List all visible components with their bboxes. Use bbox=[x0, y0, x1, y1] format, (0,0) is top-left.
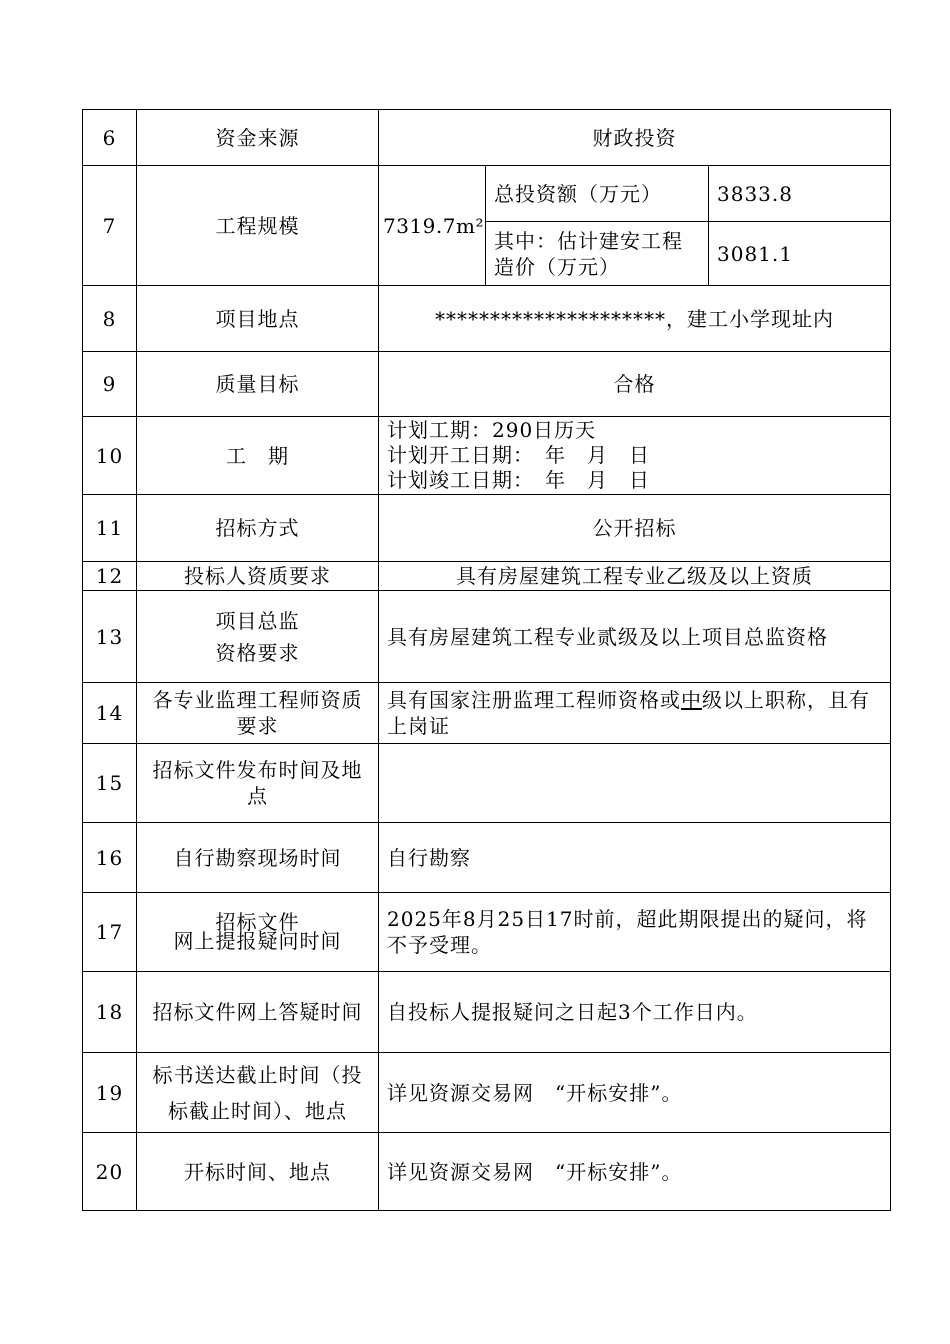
construction-cost-value: 3081.1 bbox=[709, 222, 891, 286]
row-value: 具有房屋建筑工程专业乙级及以上资质 bbox=[379, 562, 891, 591]
row-number: 6 bbox=[83, 110, 137, 166]
row-label: 工 期 bbox=[137, 417, 379, 495]
planned-duration: 计划工期：290日历天 bbox=[387, 418, 597, 442]
row-value: 财政投资 bbox=[379, 110, 891, 166]
row-label: 招标方式 bbox=[137, 495, 379, 562]
row-value: 具有房屋建筑工程专业贰级及以上项目总监资格 bbox=[379, 591, 891, 683]
row-number: 10 bbox=[83, 417, 137, 495]
row-label bbox=[137, 591, 379, 683]
schedule-cell bbox=[379, 417, 891, 495]
row-14 bbox=[83, 683, 891, 744]
row-6 bbox=[83, 110, 891, 166]
row-10 bbox=[83, 417, 891, 495]
row-number: 19 bbox=[83, 1053, 137, 1133]
row-label bbox=[137, 1053, 379, 1133]
row-label: 工程规模 bbox=[137, 166, 379, 286]
planned-start-date: 计划开工日期： 年 月 日 bbox=[387, 443, 650, 467]
row-value bbox=[379, 744, 891, 823]
row-label: 招标文件发布时间及地点 bbox=[137, 744, 379, 823]
value-text: 具有国家注册监理工程师资格或 bbox=[387, 688, 681, 712]
row-15 bbox=[83, 744, 891, 823]
construction-cost-label: 其中：估计建安工程造价（万元） bbox=[486, 222, 709, 286]
row-9 bbox=[83, 352, 891, 417]
row-label bbox=[137, 893, 379, 972]
row-number: 16 bbox=[83, 823, 137, 893]
row-label-line: 招标文件 bbox=[215, 910, 300, 934]
row-number: 17 bbox=[83, 893, 137, 972]
row-16 bbox=[83, 823, 891, 893]
row-number: 18 bbox=[83, 972, 137, 1053]
row-label: 质量目标 bbox=[137, 352, 379, 417]
row-number: 15 bbox=[83, 744, 137, 823]
row-value: 自行勘察 bbox=[379, 823, 891, 893]
row-number: 20 bbox=[83, 1133, 137, 1211]
row-label-line: 标截止时间）、地点 bbox=[168, 1098, 347, 1123]
row-value: 合格 bbox=[379, 352, 891, 417]
total-investment-label: 总投资额（万元） bbox=[486, 166, 709, 222]
row-number: 11 bbox=[83, 495, 137, 562]
row-17 bbox=[83, 893, 891, 972]
row-number: 8 bbox=[83, 286, 137, 352]
row-number: 7 bbox=[83, 166, 137, 286]
row-label: 开标时间、地点 bbox=[137, 1133, 379, 1211]
row-label: 投标人资质要求 bbox=[137, 562, 379, 591]
row-label-line: 标书送达截止时间（投 bbox=[152, 1062, 363, 1087]
row-value: 公开招标 bbox=[379, 495, 891, 562]
row-label: 自行勘察现场时间 bbox=[137, 823, 379, 893]
row-13 bbox=[83, 591, 891, 683]
planned-finish-date: 计划竣工日期： 年 月 日 bbox=[387, 468, 650, 492]
total-investment-value: 3833.8 bbox=[709, 166, 891, 222]
row-label: 各专业监理工程师资质要求 bbox=[137, 683, 379, 744]
row-11 bbox=[83, 495, 891, 562]
row-7 bbox=[83, 166, 891, 222]
row-number: 13 bbox=[83, 591, 137, 683]
row-label-line: 项目总监 bbox=[215, 608, 300, 633]
bid-info-table bbox=[82, 109, 891, 1211]
value-text: 级以上职称，且有上岗证 bbox=[387, 688, 870, 738]
row-label: 项目地点 bbox=[137, 286, 379, 352]
row-number: 12 bbox=[83, 562, 137, 591]
row-8 bbox=[83, 286, 891, 352]
row-value: 详见资源交易网 “开标安排”。 bbox=[379, 1053, 891, 1133]
row-value: 详见资源交易网 “开标安排”。 bbox=[379, 1133, 891, 1211]
row-number: 9 bbox=[83, 352, 137, 417]
row-label-line: 网上提报疑问时间 bbox=[173, 929, 342, 953]
row-number: 14 bbox=[83, 683, 137, 744]
project-area: 7319.7m² bbox=[379, 166, 486, 286]
underlined-text: 中 bbox=[681, 688, 702, 712]
row-label: 招标文件网上答疑时间 bbox=[137, 972, 379, 1053]
row-12 bbox=[83, 562, 891, 591]
row-value bbox=[379, 683, 891, 744]
row-label: 资金来源 bbox=[137, 110, 379, 166]
row-20 bbox=[83, 1133, 891, 1211]
row-label-line: 资格要求 bbox=[215, 640, 300, 665]
row-value: *********************，建工小学现址内 bbox=[379, 286, 891, 352]
row-value: 自投标人提报疑问之日起3个工作日内。 bbox=[379, 972, 891, 1053]
row-19 bbox=[83, 1053, 891, 1133]
row-value: 2025年8月25日17时前，超此期限提出的疑问，将不予受理。 bbox=[379, 893, 891, 972]
row-18 bbox=[83, 972, 891, 1053]
